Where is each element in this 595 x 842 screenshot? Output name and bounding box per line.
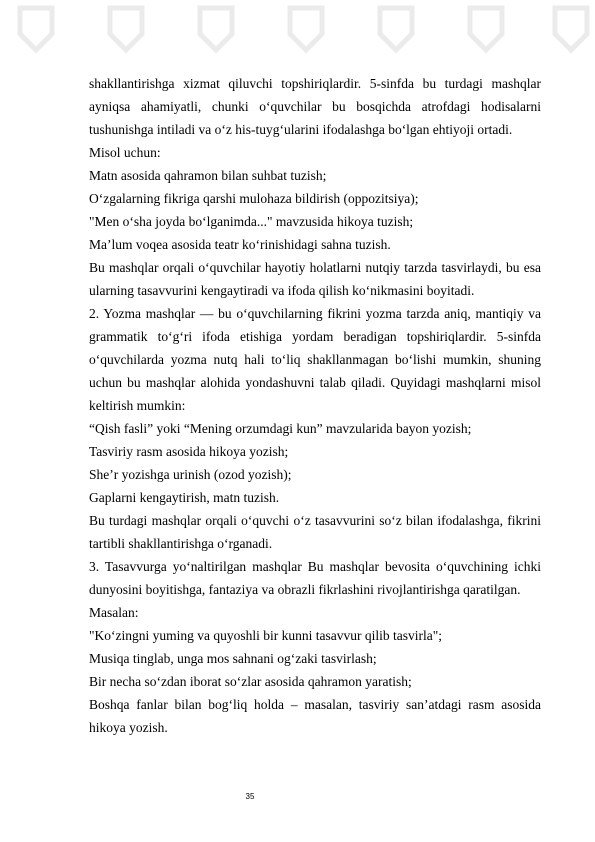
list-line: Tasviriy rasm asosida hikoya yozish; <box>89 444 289 459</box>
document-body <box>89 72 541 739</box>
paragraph: 2. Yozma mashqlar — bu o‘quvchilarning fikrini yozma tarzda aniq, mantiqiy va grammatik to‘g‘ri ifoda etishiga yordam beradigan topshiriqlardir. 5-sinfda o‘quvchilarda yozma nutq hali to‘liq shakllanmagan bo‘lishi mumkin, shuning uchun bu mashqlar alohida yondashuvni talab qiladi. Quyidagi mashqlarni misol keltirish mumkin: <box>89 306 541 413</box>
paragraph: shakllantirishga xizmat qiluvchi topshiriqlardir. 5-sinfda bu turdagi mashqlar ayniqsa ahamiyatli, chunki o‘quvchilar bu bosqichda atrofdagi hodisalarni tushunishga intiladi va o‘z his-tuyg‘ularini ifodalashga bo‘lgan ehtiyoji ortadi. <box>89 76 541 137</box>
page-number: 35 <box>245 792 255 801</box>
list-line: Bir necha so‘zdan iborat so‘zlar asosida qahramon yaratish; <box>89 674 412 689</box>
list-line: "Men o‘sha joyda bo‘lganimda..." mavzusida hikoya tuzish; <box>89 214 414 229</box>
list-line: Misol uchun: <box>89 145 161 160</box>
list-line: Ma’lum voqea asosida teatr ko‘rinishidagi sahna tuzish. <box>89 237 391 252</box>
list-line: O‘zgalarning fikriga qarshi mulohaza bildirish (oppozitsiya); <box>89 191 419 206</box>
paragraph: 3. Tasavvurga yo‘naltirilgan mashqlar Bu mashqlar bevosita o‘quvchining ichki dunyosini boyitishga, fantaziya va obrazli fikrlashini rivojlantirishga qaratilgan. <box>89 559 541 597</box>
list-line: Masalan: <box>89 605 139 620</box>
list-line: “Qish fasli” yoki “Mening orzumdagi kun” mavzularida bayon yozish; <box>89 421 472 436</box>
list-line: Gaplarni kengaytirish, matn tuzish. <box>89 490 280 505</box>
paragraph: Bu turdagi mashqlar orqali o‘quvchi o‘z tasavvurini so‘z bilan ifodalashga, fikrini tartibli shakllantirishga o‘rganadi. <box>89 513 541 551</box>
paragraph: Bu mashqlar orqali o‘quvchilar hayotiy holatlarni nutqiy tarzda tasvirlaydi, bu esa ularning tasavvurini kengaytiradi va ifoda qilish ko‘nikmasini boyitadi. <box>89 260 541 298</box>
list-line: Musiqa tinglab, unga mos sahnani og‘zaki tasvirlash; <box>89 651 377 666</box>
list-line: She’r yozishga urinish (ozod yozish); <box>89 467 292 482</box>
list-line: "Ko‘zingni yuming va quyoshli bir kunni tasavvur qilib tasvirla"; <box>89 628 442 643</box>
list-line: Matn asosida qahramon bilan suhbat tuzish; <box>89 168 327 183</box>
paragraph: Boshqa fanlar bilan bog‘liq holda – masalan, tasviriy san’atdagi rasm asosida hikoya yozish. <box>89 697 541 735</box>
